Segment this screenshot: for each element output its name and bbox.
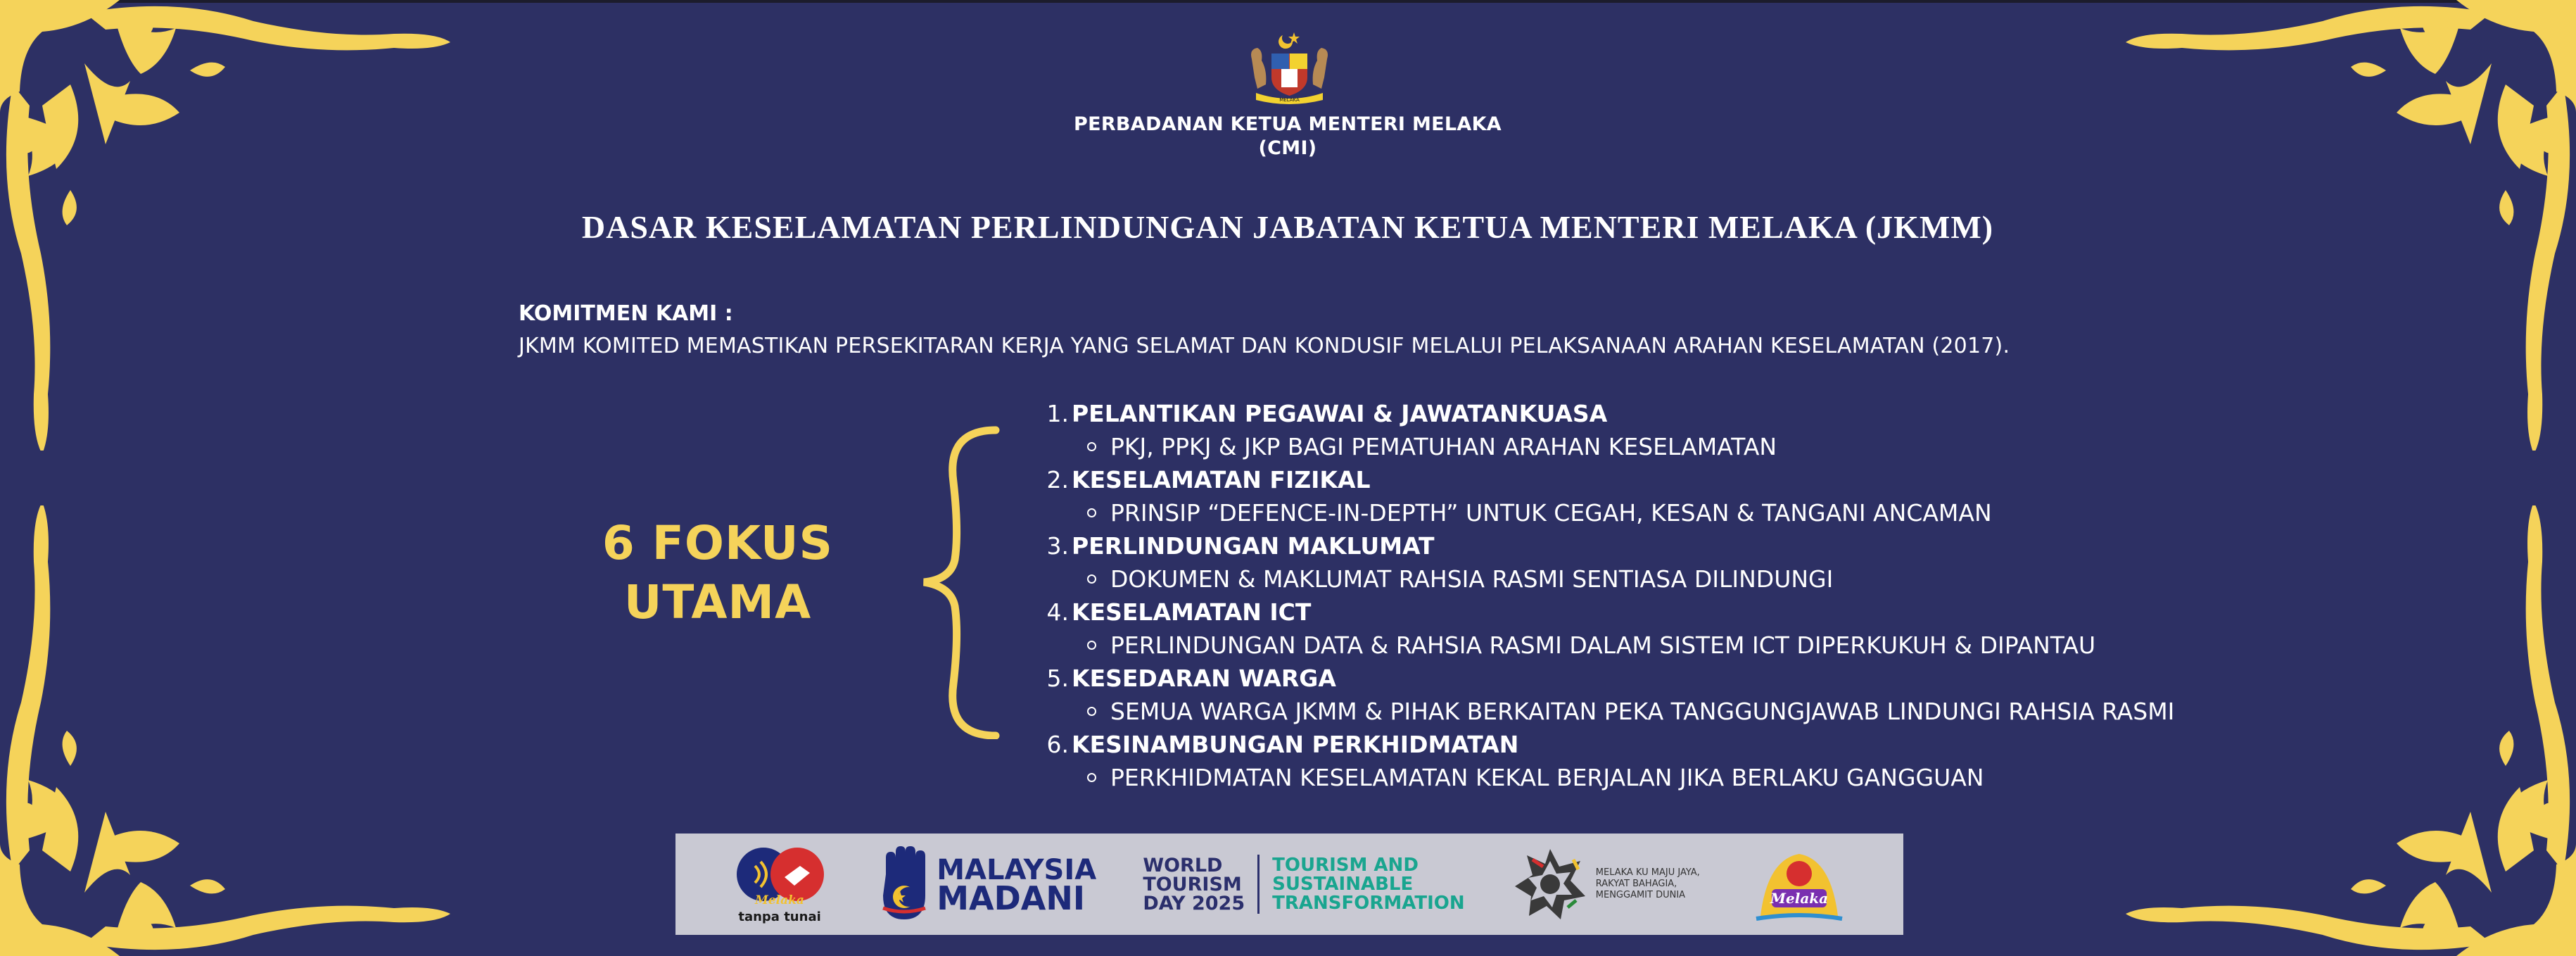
partner-logo-bar bbox=[675, 834, 1903, 935]
wtd-theme-line2: SUSTAINABLE bbox=[1272, 873, 1414, 895]
focus-item bbox=[1045, 463, 2487, 529]
focus-item-header bbox=[1045, 728, 2487, 761]
commitment-text: JKMM KOMITED MEMASTIKAN PERSEKITARAN KERJA YANG SELAMAT DAN KONDUSIF MELALUI PELAKSANAAN ARAHAN KESELAMATAN (2017). bbox=[519, 334, 2010, 358]
crest-caption: MELAKA bbox=[1279, 97, 1300, 103]
wtd-theme bbox=[1272, 856, 1465, 913]
wtd-line1: WORLD bbox=[1143, 854, 1223, 876]
hollow-bullet-icon bbox=[1087, 508, 1096, 517]
focus-item bbox=[1045, 529, 2487, 596]
curly-brace-decoration bbox=[918, 426, 1010, 739]
focus-item-detail-row bbox=[1045, 430, 2487, 463]
hollow-bullet-icon bbox=[1087, 773, 1096, 782]
wtd-divider bbox=[1257, 855, 1260, 914]
hollow-bullet-icon bbox=[1087, 641, 1096, 650]
focus-heading bbox=[542, 514, 894, 632]
madani-line1: MALAYSIA bbox=[937, 854, 1097, 886]
focus-item-number: 3. bbox=[1046, 532, 1069, 560]
world-tourism-day-logo bbox=[1143, 855, 1464, 914]
focus-item bbox=[1045, 662, 2487, 728]
melaka-tanpa-tunai-logo bbox=[727, 845, 832, 924]
focus-item-header bbox=[1045, 662, 2487, 695]
focus-item-detail-row bbox=[1045, 629, 2487, 662]
maju-jaya-slogan bbox=[1596, 867, 1700, 901]
focus-item-detail-row bbox=[1045, 496, 2487, 529]
focus-item-number: 5. bbox=[1046, 665, 1069, 692]
organization-name bbox=[936, 113, 1639, 161]
melaka-maju-jaya-logo bbox=[1511, 845, 1700, 923]
focus-item-header bbox=[1045, 529, 2487, 562]
hollow-bullet-icon bbox=[1087, 707, 1096, 716]
malaysia-madani-logo bbox=[879, 846, 1096, 922]
focus-item-detail: PERKHIDMATAN KESELAMATAN KEKAL BERJALAN JIKA BERLAKU GANGGUAN bbox=[1110, 764, 1984, 791]
focus-item-detail: SEMUA WARGA JKMM & PIHAK BERKAITAN PEKA TANGGUNGJAWAB LINDUNGI RAHSIA RASMI bbox=[1110, 698, 2175, 725]
visit-melaka-wordmark: Melaka bbox=[1770, 890, 1829, 907]
organization-name-line2: (CMI) bbox=[1258, 137, 1317, 159]
melaka-wordmark: Melaka bbox=[755, 893, 805, 907]
focus-item-header bbox=[1045, 397, 2487, 430]
wtd-theme-line1: TOURISM AND bbox=[1272, 854, 1419, 876]
focus-item-title: PELANTIKAN PEGAWAI & JAWATANKUASA bbox=[1072, 400, 1608, 427]
corner-ornament-bottom-left bbox=[0, 505, 457, 956]
corner-ornament-top-left bbox=[0, 0, 457, 451]
maju-jaya-line3: MENGGAMIT DUNIA bbox=[1595, 890, 1686, 900]
focus-heading-line1: 6 FOKUS bbox=[602, 516, 834, 570]
hollow-bullet-icon bbox=[1087, 574, 1096, 584]
maju-jaya-line2: RAKYAT BAHAGIA, bbox=[1595, 879, 1677, 889]
focus-item-detail: PRINSIP “DEFENCE-IN-DEPTH” UNTUK CEGAH, KESAN & TANGANI ANCAMAN bbox=[1110, 499, 1992, 527]
wtd-theme-line3: TRANSFORMATION bbox=[1272, 892, 1465, 914]
madani-wordmark bbox=[937, 854, 1097, 917]
melaka-crest-emblem bbox=[1242, 28, 1337, 107]
corner-ornament-top-right bbox=[2119, 0, 2576, 451]
focus-item-detail: DOKUMEN & MAKLUMAT RAHSIA RASMI SENTIASA DILINDUNGI bbox=[1110, 565, 1834, 593]
hollow-bullet-icon bbox=[1087, 442, 1096, 451]
madani-line2: MADANI bbox=[937, 879, 1085, 917]
focus-item bbox=[1045, 596, 2487, 662]
page-title: DASAR KESELAMATAN PERLINDUNGAN JABATAN KETUA MENTERI MELAKA (JKMM) bbox=[581, 209, 1994, 245]
focus-item-title: PERLINDUNGAN MAKLUMAT bbox=[1072, 532, 1435, 560]
focus-item-detail-row bbox=[1045, 695, 2487, 728]
focus-item-detail-row bbox=[1045, 761, 2487, 794]
organization-name-line1: PERBADANAN KETUA MENTERI MELAKA bbox=[1073, 113, 1502, 135]
focus-item-title: KESEDARAN WARGA bbox=[1072, 665, 1336, 692]
focus-item-number: 4. bbox=[1046, 598, 1069, 626]
focus-item bbox=[1045, 397, 2487, 463]
focus-item-number: 6. bbox=[1046, 731, 1069, 758]
focus-item-detail: PERLINDUNGAN DATA & RAHSIA RASMI DALAM SISTEM ICT DIPERKUKUH & DIPANTAU bbox=[1110, 631, 2096, 659]
commitment-label: KOMITMEN KAMI : bbox=[519, 301, 733, 326]
wtd-line3: DAY 2025 bbox=[1143, 892, 1245, 914]
wtd-line2: TOURISM bbox=[1143, 873, 1242, 895]
focus-item-number: 2. bbox=[1046, 466, 1069, 493]
madani-hand-icon bbox=[879, 846, 929, 922]
focus-item-header bbox=[1045, 463, 2487, 496]
focus-item-detail: PKJ, PPKJ & JKP BAGI PEMATUHAN ARAHAN KESELAMATAN bbox=[1110, 433, 1777, 460]
maju-jaya-line1: MELAKA KU MAJU JAYA, bbox=[1595, 867, 1700, 878]
focus-item-title: KESINAMBUNGAN PERKHIDMATAN bbox=[1072, 731, 1519, 758]
focus-item bbox=[1045, 728, 2487, 794]
focus-item-number: 1. bbox=[1046, 400, 1069, 427]
focus-list bbox=[1045, 397, 2487, 794]
focus-heading-line2: UTAMA bbox=[623, 575, 812, 629]
maju-jaya-emblem-icon bbox=[1511, 845, 1589, 923]
focus-item-title: KESELAMATAN ICT bbox=[1072, 598, 1312, 626]
wtd-wordmark bbox=[1143, 856, 1245, 913]
tanpa-tunai-caption: tanpa tunai bbox=[738, 909, 821, 924]
focus-item-title: KESELAMATAN FIZIKAL bbox=[1072, 466, 1371, 493]
visit-melaka-logo bbox=[1746, 845, 1852, 923]
focus-item-detail-row bbox=[1045, 562, 2487, 596]
focus-item-header bbox=[1045, 596, 2487, 629]
